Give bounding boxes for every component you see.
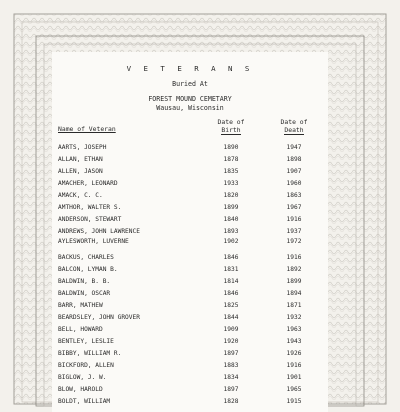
column-header-death-line2: Death: [284, 126, 304, 134]
veteran-name: AMACHER, LEONARD: [58, 180, 118, 187]
table-row: [52, 180, 328, 191]
birth-year: 1909: [223, 326, 239, 333]
birth-year: 1820: [223, 192, 239, 199]
death-year: 1916: [286, 362, 302, 369]
veteran-name: BACKUS, CHARLES: [58, 254, 114, 261]
page-title: V E T E R A N S: [126, 64, 254, 73]
table-row: [52, 144, 328, 155]
birth-year: 1878: [223, 156, 239, 163]
page-subtitle: Buried At: [172, 80, 208, 88]
column-header-death-line1: Date of: [280, 118, 308, 126]
veteran-name: BARR, MATHEW: [58, 302, 103, 309]
veteran-name: BEARDSLEY, JOHN GROVER: [58, 314, 140, 321]
death-year: 1916: [286, 216, 302, 223]
column-header-birth-line1: Date of: [217, 118, 245, 126]
death-year: 1871: [286, 302, 302, 309]
table-row: [52, 290, 328, 301]
veteran-name: BICKFORD, ALLEN: [58, 362, 114, 369]
veteran-name: AMTHOR, WALTER S.: [58, 204, 122, 211]
death-year: 1932: [286, 314, 302, 321]
birth-year: 1920: [223, 338, 239, 345]
death-year: 1894: [286, 290, 302, 297]
birth-year: 1828: [223, 398, 239, 405]
table-row: [52, 156, 328, 167]
birth-year: 1814: [223, 278, 239, 285]
veteran-name: AYLESWORTH, LUVERNE: [58, 238, 129, 245]
death-year: 1967: [286, 204, 302, 211]
death-year: 1915: [286, 398, 302, 405]
birth-year: 1834: [223, 374, 239, 381]
veteran-name: BALDWIN, OSCAR: [58, 290, 111, 297]
veteran-name: ANDERSON, STEWART: [58, 216, 122, 223]
table-row: [52, 302, 328, 313]
table-row: [52, 266, 328, 277]
veteran-name: BELL, HOWARD: [58, 326, 103, 333]
column-header-name: Name of Veteran: [58, 125, 116, 133]
death-year: 1926: [286, 350, 302, 357]
column-header-birth-line2: Birth: [221, 126, 241, 134]
table-row: [52, 362, 328, 373]
document-sheet: [52, 52, 328, 412]
table-row: [52, 216, 328, 227]
birth-year: 1883: [223, 362, 239, 369]
veteran-name: BOLDT, WILLIAM: [58, 398, 111, 405]
table-row: [52, 398, 328, 409]
cemetery-location: Wausau, Wisconsin: [156, 103, 224, 112]
birth-year: 1933: [223, 180, 239, 187]
birth-year: 1899: [223, 204, 239, 211]
table-row: [52, 350, 328, 361]
table-row: [52, 374, 328, 385]
veteran-name: ALLAN, ETHAN: [58, 156, 103, 163]
table-row: [52, 204, 328, 215]
veteran-name: BALDWIN, B. B.: [58, 278, 111, 285]
death-year: 1972: [286, 238, 302, 245]
birth-year: 1846: [223, 290, 239, 297]
table-row: [52, 168, 328, 179]
birth-year: 1890: [223, 144, 239, 151]
death-year: 1898: [286, 156, 302, 163]
death-year: 1916: [286, 254, 302, 261]
death-year: 1901: [286, 374, 302, 381]
death-year: 1899: [286, 278, 302, 285]
veteran-name: BLOW, HAROLD: [58, 386, 103, 393]
cemetery-name: FOREST MOUND CEMETARY: [148, 95, 232, 103]
birth-year: 1846: [223, 254, 239, 261]
death-year: 1892: [286, 266, 302, 273]
birth-year: 1835: [223, 168, 239, 175]
table-row: [52, 338, 328, 349]
birth-year: 1893: [223, 228, 239, 235]
cemetery-heading: [52, 95, 328, 112]
veteran-name: ALLEN, JASON: [58, 168, 103, 175]
birth-year: 1831: [223, 266, 239, 273]
death-year: 1947: [286, 144, 302, 151]
veteran-name: BENTLEY, LESLIE: [58, 338, 114, 345]
veteran-name: ANDREWS, JOHN LAWRENCE: [58, 228, 140, 235]
death-year: 1965: [286, 386, 302, 393]
table-row: [52, 386, 328, 397]
veteran-name: BALCON, LYMAN B.: [58, 266, 118, 273]
birth-year: 1902: [223, 238, 239, 245]
veteran-name: AMACK, C. C.: [58, 192, 103, 199]
veteran-name: AARTS, JOSEPH: [58, 144, 107, 151]
column-header-death: [265, 118, 323, 134]
birth-year: 1844: [223, 314, 239, 321]
birth-year: 1897: [223, 386, 239, 393]
table-row: [52, 326, 328, 337]
veteran-name: BIGLOW, J. W.: [58, 374, 107, 381]
table-row: [52, 314, 328, 325]
death-year: 1943: [286, 338, 302, 345]
birth-year: 1840: [223, 216, 239, 223]
veteran-name: BIBBY, WILLIAM R.: [58, 350, 122, 357]
death-year: 1907: [286, 168, 302, 175]
birth-year: 1825: [223, 302, 239, 309]
table-row: [52, 192, 328, 203]
death-year: 1937: [286, 228, 302, 235]
birth-year: 1897: [223, 350, 239, 357]
death-year: 1863: [286, 192, 302, 199]
death-year: 1960: [286, 180, 302, 187]
table-row: [52, 254, 328, 265]
table-row: [52, 278, 328, 289]
death-year: 1963: [286, 326, 302, 333]
column-header-birth: [202, 118, 260, 134]
table-row: [52, 238, 328, 249]
